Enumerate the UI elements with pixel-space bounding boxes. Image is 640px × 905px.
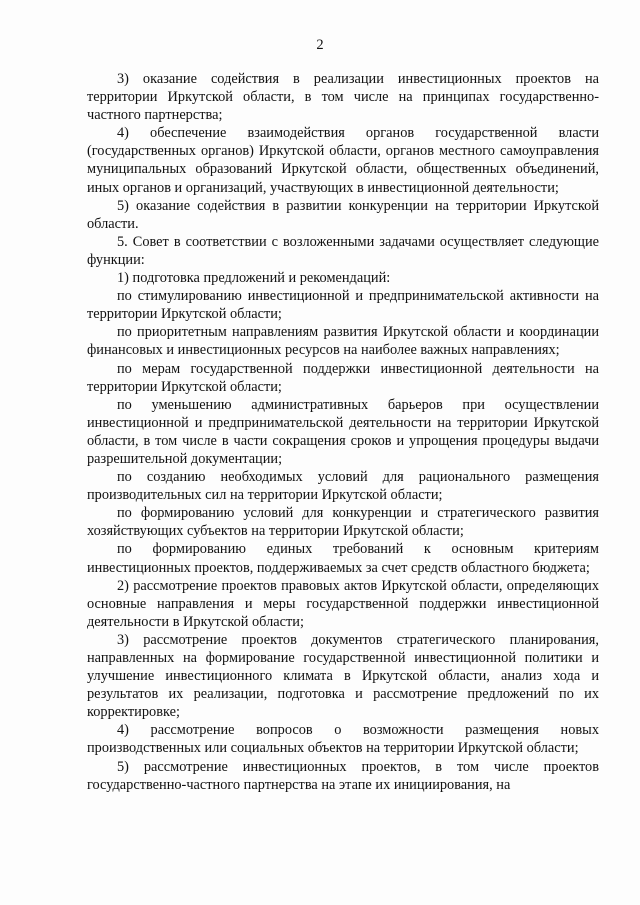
paragraph: 5. Совет в соответствии с возложенными задачами осуществляет следующие функции: xyxy=(87,233,599,268)
paragraph: 5) оказание содействия в развитии конкуренции на территории Иркутской области. xyxy=(87,197,599,232)
document-body xyxy=(87,70,599,794)
paragraph: 4) обеспечение взаимодействия органов государственной власти (государственных органов) Иркутской области, органов местного самоуправления муниципальных образований Иркутской области, общественных объединений, иных органов и организаций, участвующих в инвестиционной деятельности; xyxy=(87,125,599,196)
paragraph: 3) рассмотрение проектов документов стратегического планирования, направленных на формирование государственной инвестиционной политики и улучшение инвестиционного климата в Иркутской области, анализ хода и результатов их реализации, подготовка и рассмотрение предложений по их корректировке; xyxy=(87,631,599,721)
paragraph: по созданию необходимых условий для рационального размещения производительных сил на территории Иркутской области; xyxy=(87,469,599,504)
paragraph: по формированию условий для конкуренции и стратегического развития хозяйствующих субъектов на территории Иркутской области; xyxy=(87,505,599,540)
paragraph: 1) подготовка предложений и рекомендаций: xyxy=(117,270,391,287)
paragraph: 5) рассмотрение инвестиционных проектов, в том числе проектов государственно-частного партнерства на этапе их инициирования, на xyxy=(87,758,599,793)
paragraph: по формированию единых требований к основным критериям инвестиционных проектов, поддерживаемых за счет средств областного бюджета; xyxy=(87,541,599,576)
page-number: 2 xyxy=(316,37,324,53)
paragraph: по мерам государственной поддержки инвестиционной деятельности на территории Иркутской области; xyxy=(87,360,599,395)
paragraph: по приоритетным направлениям развития Иркутской области и координации финансовых и инвестиционных ресурсов на наиболее важных направлениях; xyxy=(87,324,599,359)
paragraph: 3) оказание содействия в реализации инвестиционных проектов на территории Иркутской области, в том числе на принципах государственно-частного партнерства; xyxy=(87,71,599,124)
paragraph: по уменьшению административных барьеров при осуществлении инвестиционной и предпринимательской деятельности на территории Иркутской области, в том числе в части сокращения сроков и упрощения процедуры выдачи разрешительной документации; xyxy=(87,396,599,467)
paragraph: 2) рассмотрение проектов правовых актов Иркутской области, определяющих основные направления и меры государственной поддержки инвестиционной деятельности в Иркутской области; xyxy=(87,577,599,630)
paragraph: 4) рассмотрение вопросов о возможности размещения новых производственных или социальных объектов на территории Иркутской области; xyxy=(87,722,599,757)
paragraph: по стимулированию инвестиционной и предпринимательской активности на территории Иркутской области; xyxy=(87,288,599,323)
